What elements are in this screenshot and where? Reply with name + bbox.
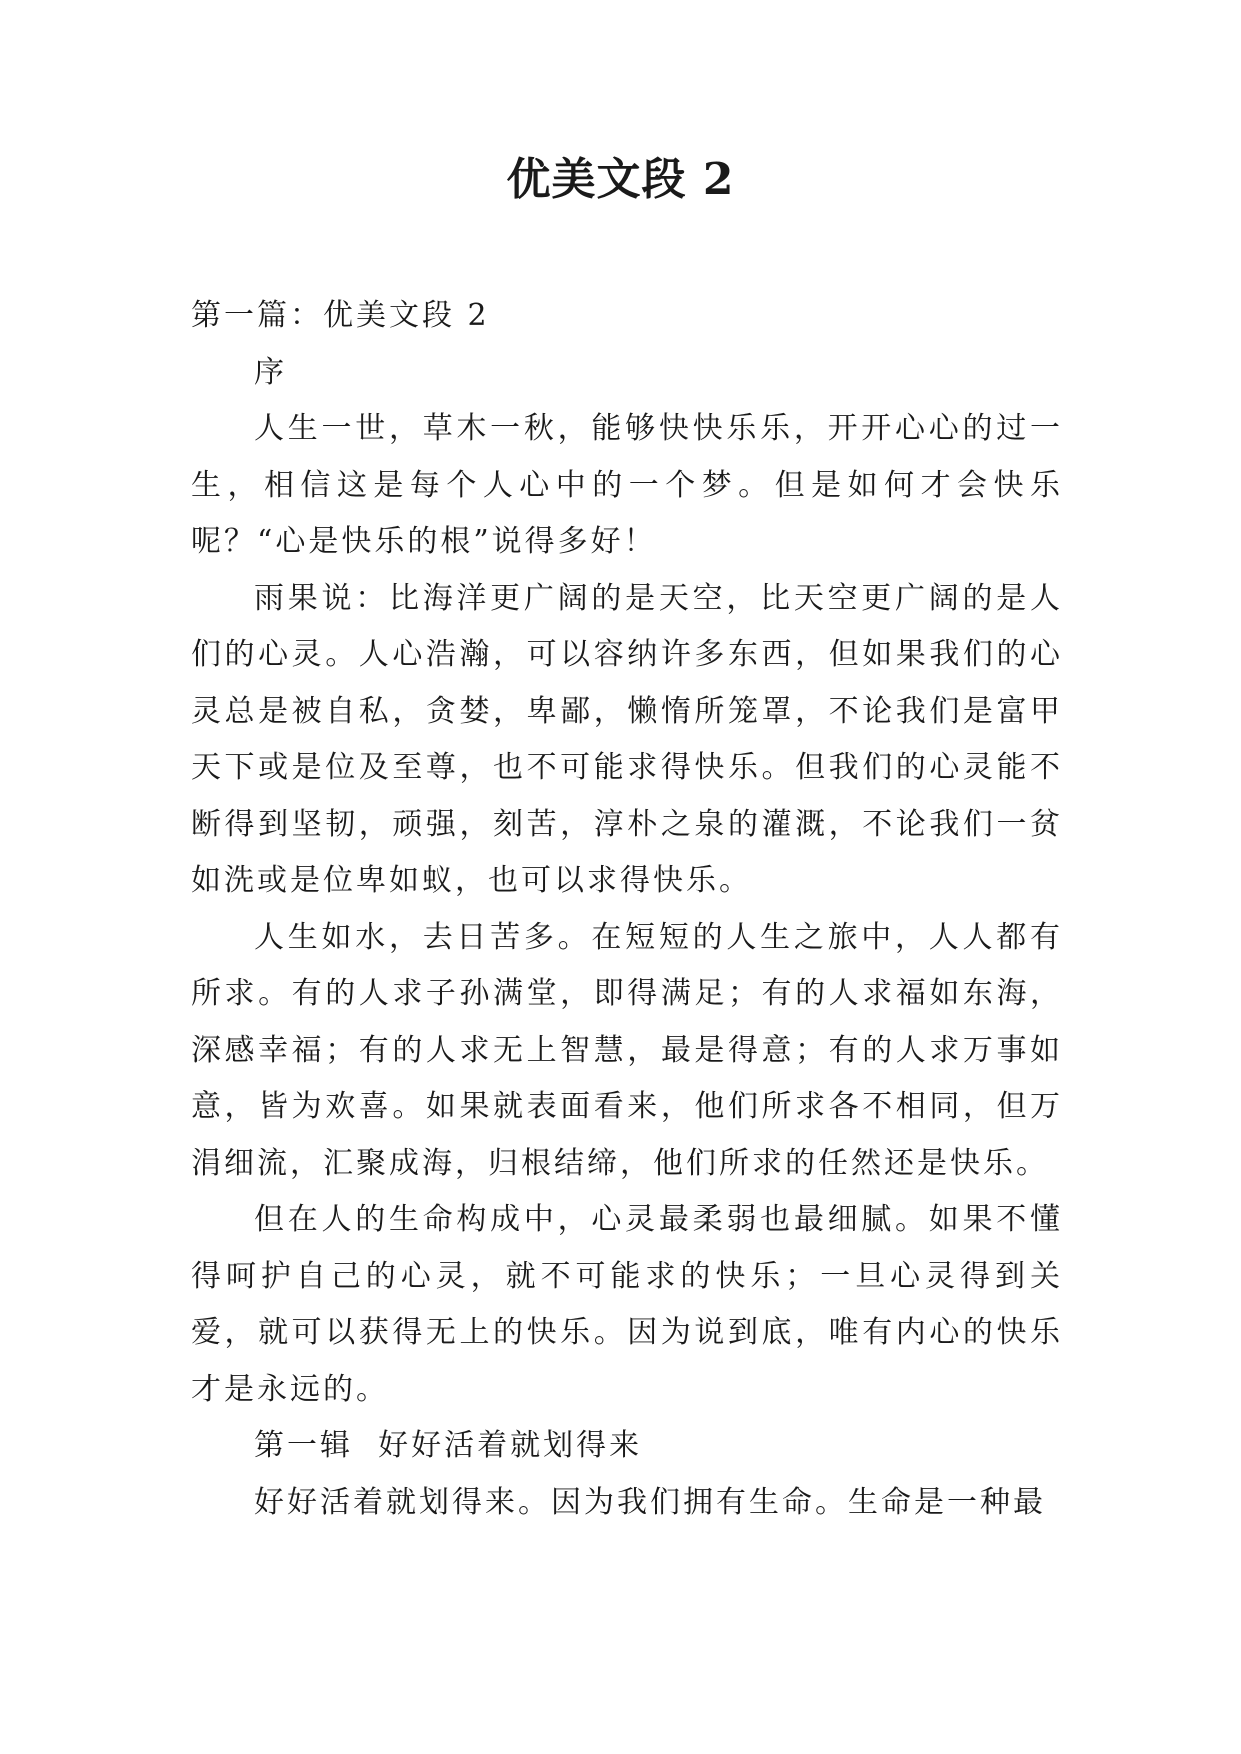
paragraph: 好好活着就划得来。因为我们拥有生命。生命是一种最 — [254, 1484, 1046, 1520]
paragraph: 雨果说：比海洋更广阔的是天空，比天空更广阔的是人们的心灵。人心浩瀚，可以容纳许多东西，但如果我们的心灵总是被自私，贪婪，卑鄙，懒惰所笼罩，不论我们是富甲天下或是位及至尊，也不可能求得快乐。但我们的心灵能不断得到坚韧，顽强，刻苦，淳朴之泉的灌溉，不论我们一贫如洗或是位卑如蚁，也可以求得快乐。 — [191, 580, 1063, 898]
preface-label: 序 — [254, 354, 287, 390]
paragraph: 但在人的生命构成中，心灵最柔弱也最细腻。如果不懂得呵护自己的心灵，就不可能求的快乐；一旦心灵得到关爱，就可以获得无上的快乐。因为说到底，唯有内心的快乐才是永远的。 — [191, 1202, 1063, 1407]
section-heading: 第一篇：优美文段 2 — [191, 298, 490, 333]
paragraph: 人生如水，去日苦多。在短短的人生之旅中，人人都有所求。有的人求子孙满堂，即得满足；有的人求福如东海，深感幸福；有的人求无上智慧，最是得意；有的人求万事如意，皆为欢喜。如果就表面看来，他们所求各不相同，但万涓细流，汇聚成海，归根结缔，他们所求的任然还是快乐。 — [191, 919, 1063, 1181]
chapter-heading: 第一辑 好好活着就划得来 — [254, 1428, 643, 1463]
document-body — [191, 288, 1063, 1531]
paragraph: 人生一世，草木一秋，能够快快乐乐，开开心心的过一生，相信这是每个人心中的一个梦。但是如何才会快乐呢？“心是快乐的根”说得多好！ — [191, 411, 1063, 559]
document-title: 优美文段 2 — [506, 154, 735, 205]
